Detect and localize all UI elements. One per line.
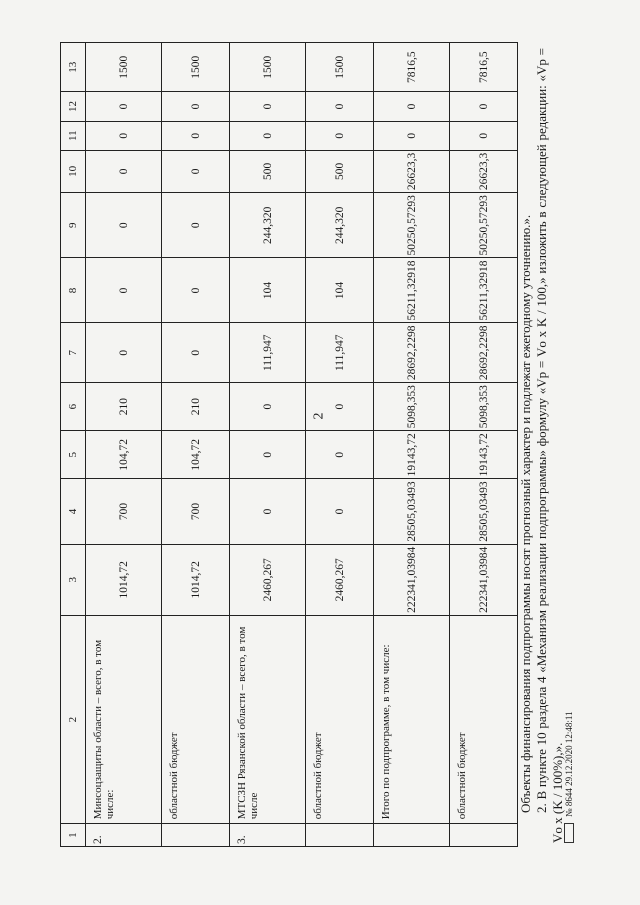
table-cell: 222341,03984 xyxy=(450,544,518,615)
col-num: 10 xyxy=(61,150,86,192)
table-cell: 0 xyxy=(162,121,230,150)
table-cell: 56211,32918 xyxy=(450,258,518,323)
table-cell: 0 xyxy=(86,92,162,121)
table-cell: 104,72 xyxy=(162,431,230,479)
table-cell: 700 xyxy=(162,479,230,544)
table-cell: 0 xyxy=(230,479,306,544)
table-cell: 2460,267 xyxy=(306,544,374,615)
table-cell: 0 xyxy=(450,92,518,121)
table-cell: 244,320 xyxy=(306,193,374,258)
table-cell: 0 xyxy=(230,383,306,431)
table-cell: 104,72 xyxy=(86,431,162,479)
table-cell: 19143,72 xyxy=(374,431,450,479)
table-cell: 0 xyxy=(86,150,162,192)
table-cell: 0 xyxy=(86,323,162,383)
table-cell: 1500 xyxy=(86,43,162,92)
col-num: 2 xyxy=(61,615,86,823)
col-num: 1 xyxy=(61,824,86,847)
table-cell: 0 xyxy=(306,92,374,121)
row-name: Минсоцзащиты области – всего, в том числе: xyxy=(86,615,162,823)
table-cell: 1014,72 xyxy=(86,544,162,615)
table-row xyxy=(86,43,162,847)
table-cell: 0 xyxy=(230,121,306,150)
row-name: областной бюджет xyxy=(162,615,230,823)
table-cell: 28692,2298 xyxy=(450,323,518,383)
table-cell: 28505,03493 xyxy=(374,479,450,544)
table-cell: 26623,3 xyxy=(450,150,518,192)
page-number: 2 xyxy=(311,412,327,420)
table-cell: 1014,72 xyxy=(162,544,230,615)
footer-line: Объекты финансирования подпрограммы носят прогнозный характер и подлежат ежегодному уточнению.». xyxy=(518,214,533,813)
table-cell: 1500 xyxy=(306,43,374,92)
table-cell: 56211,32918 xyxy=(374,258,450,323)
table-cell: 0 xyxy=(86,258,162,323)
row-number: 2. xyxy=(86,824,162,847)
table-cell: 500 xyxy=(230,150,306,192)
col-num: 4 xyxy=(61,479,86,544)
budget-table xyxy=(60,42,518,847)
table-cell: 0 xyxy=(162,92,230,121)
col-num: 6 xyxy=(61,383,86,431)
col-num: 9 xyxy=(61,193,86,258)
table-cell: 500 xyxy=(306,150,374,192)
col-num: 8 xyxy=(61,258,86,323)
table-cell: 210 xyxy=(86,383,162,431)
col-num: 3 xyxy=(61,544,86,615)
footer-line: 2. В пункте 10 раздела 4 «Механизм реализации подпрограммы» формулу «Vр = Vо x K / 100,» изложить в следующей редакции: «Vр = Vо x (K / 100%),». xyxy=(534,48,565,843)
table-cell: 5098,353 xyxy=(450,383,518,431)
row-name: областной бюджет xyxy=(450,615,518,823)
table-cell: 0 xyxy=(374,121,450,150)
col-num: 7 xyxy=(61,323,86,383)
col-num: 13 xyxy=(61,43,86,92)
table-cell: 0 xyxy=(306,479,374,544)
row-number xyxy=(374,824,450,847)
table-cell: 0 xyxy=(162,193,230,258)
row-number xyxy=(450,824,518,847)
table-cell: 0 xyxy=(306,121,374,150)
stamp-logo-icon xyxy=(564,823,574,843)
row-number: 3. xyxy=(230,824,306,847)
table-cell: 28505,03493 xyxy=(450,479,518,544)
table-cell: 1500 xyxy=(162,43,230,92)
table-cell: 19143,72 xyxy=(450,431,518,479)
footer-text xyxy=(518,48,566,843)
row-name: МТСЗН Рязанской области – всего, в том числе xyxy=(230,615,306,823)
table-cell: 0 xyxy=(306,431,374,479)
table-cell: 0 xyxy=(306,383,374,431)
table-cell: 111,947 xyxy=(306,323,374,383)
table-cell: 50250,57293 xyxy=(450,193,518,258)
table-row xyxy=(374,43,450,847)
table-cell: 104 xyxy=(306,258,374,323)
table-cell: 0 xyxy=(162,150,230,192)
row-number xyxy=(306,824,374,847)
table-cell: 0 xyxy=(230,92,306,121)
table-cell: 1500 xyxy=(230,43,306,92)
header-row xyxy=(61,43,86,847)
table-cell: 210 xyxy=(162,383,230,431)
table-cell: 0 xyxy=(86,193,162,258)
table-cell: 111,947 xyxy=(230,323,306,383)
rotated-page xyxy=(60,42,575,847)
table-cell: 7816,5 xyxy=(450,43,518,92)
table-cell: 700 xyxy=(86,479,162,544)
table-row xyxy=(450,43,518,847)
table-cell: 0 xyxy=(86,121,162,150)
table-cell: 0 xyxy=(450,121,518,150)
table-cell: 104 xyxy=(230,258,306,323)
row-name: Итого по подпрограмме, в том числе: xyxy=(374,615,450,823)
col-num: 12 xyxy=(61,92,86,121)
stamp-text: № 8644 29.12.2020 12:48:11 xyxy=(564,711,574,817)
document-stamp xyxy=(564,711,574,843)
table-cell: 0 xyxy=(162,258,230,323)
row-name: областной бюджет xyxy=(306,615,374,823)
table-cell: 0 xyxy=(374,92,450,121)
table-cell: 222341,03984 xyxy=(374,544,450,615)
col-num: 11 xyxy=(61,121,86,150)
table-row xyxy=(306,43,374,847)
table-cell: 0 xyxy=(230,431,306,479)
table-cell: 244,320 xyxy=(230,193,306,258)
col-num: 5 xyxy=(61,431,86,479)
table-cell: 0 xyxy=(162,323,230,383)
table-cell: 2460,267 xyxy=(230,544,306,615)
page-content xyxy=(60,42,575,847)
table-row xyxy=(230,43,306,847)
table-cell: 26623,3 xyxy=(374,150,450,192)
table-cell: 7816,5 xyxy=(374,43,450,92)
table-cell: 5098,353 xyxy=(374,383,450,431)
table-row xyxy=(162,43,230,847)
table-cell: 28692,2298 xyxy=(374,323,450,383)
row-number xyxy=(162,824,230,847)
table-cell: 50250,57293 xyxy=(374,193,450,258)
